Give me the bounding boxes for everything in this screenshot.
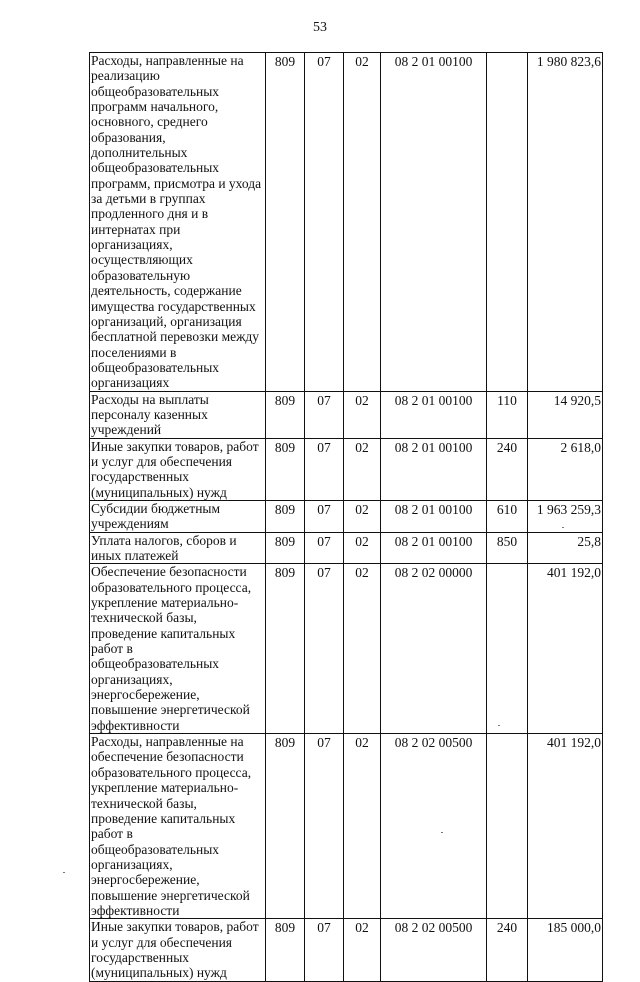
table-row xyxy=(90,532,603,564)
target-article-code: 08 2 02 00500 xyxy=(381,734,487,919)
scan-speck xyxy=(63,872,65,873)
amount: 185 000,0 xyxy=(528,919,603,981)
ministry-code: 809 xyxy=(266,919,305,981)
expense-type-code xyxy=(487,734,528,919)
amount: 1 980 823,6 xyxy=(528,53,603,392)
subsection-code: 02 xyxy=(344,438,381,500)
expense-type-code: 240 xyxy=(487,919,528,981)
section-code: 07 xyxy=(305,532,344,564)
ministry-code: 809 xyxy=(266,391,305,438)
table-row xyxy=(90,564,603,734)
subsection-code: 02 xyxy=(344,532,381,564)
target-article-code: 08 2 02 00500 xyxy=(381,919,487,981)
section-code: 07 xyxy=(305,500,344,532)
expense-type-code: 610 xyxy=(487,500,528,532)
amount: 1 963 259,3 xyxy=(528,500,603,532)
scan-speck xyxy=(441,832,443,833)
amount: 401 192,0 xyxy=(528,734,603,919)
expense-type-code xyxy=(487,53,528,392)
amount: 14 920,5 xyxy=(528,391,603,438)
target-article-code: 08 2 01 00100 xyxy=(381,532,487,564)
ministry-code: 809 xyxy=(266,734,305,919)
scan-speck xyxy=(562,527,564,528)
amount: 2 618,0 xyxy=(528,438,603,500)
scan-speck xyxy=(498,725,500,726)
subsection-code: 02 xyxy=(344,919,381,981)
section-code: 07 xyxy=(305,53,344,392)
table-row xyxy=(90,438,603,500)
subsection-code: 02 xyxy=(344,53,381,392)
row-description: Расходы, направленные на обеспечение безопасности образовательного процесса, укрепление материально-технической базы, проведение капитальных работ в общеобразовательных организациях, энергосбережение, повышение энергетической эффективности xyxy=(90,734,266,919)
expense-type-code xyxy=(487,564,528,734)
target-article-code: 08 2 01 00100 xyxy=(381,500,487,532)
section-code: 07 xyxy=(305,734,344,919)
ministry-code: 809 xyxy=(266,532,305,564)
amount: 401 192,0 xyxy=(528,564,603,734)
section-code: 07 xyxy=(305,564,344,734)
amount: 25,8 xyxy=(528,532,603,564)
row-description: Иные закупки товаров, работ и услуг для обеспечения государственных (муниципальных) нужд xyxy=(90,438,266,500)
section-code: 07 xyxy=(305,391,344,438)
ministry-code: 809 xyxy=(266,500,305,532)
table-row xyxy=(90,391,603,438)
subsection-code: 02 xyxy=(344,391,381,438)
row-description: Расходы, направленные на реализацию общеобразовательных программ начального, основного, среднего образования, дополнительных общеобразовательных программ, присмотра и ухода за детьми в группах продленного дня и в интернатах при организациях, осуществляющих образовательную деятельность, содержание имущества государственных организаций, организация бесплатной перевозки между поселениями в общеобразовательных организациях xyxy=(90,53,266,392)
row-description: Расходы на выплаты персоналу казенных учреждений xyxy=(90,391,266,438)
table-row xyxy=(90,734,603,919)
budget-table xyxy=(89,52,603,982)
ministry-code: 809 xyxy=(266,564,305,734)
target-article-code: 08 2 01 00100 xyxy=(381,438,487,500)
table-row xyxy=(90,53,603,392)
row-description: Иные закупки товаров, работ и услуг для обеспечения государственных (муниципальных) нужд xyxy=(90,919,266,981)
ministry-code: 809 xyxy=(266,53,305,392)
table-row xyxy=(90,919,603,981)
expense-type-code: 110 xyxy=(487,391,528,438)
section-code: 07 xyxy=(305,919,344,981)
subsection-code: 02 xyxy=(344,564,381,734)
section-code: 07 xyxy=(305,438,344,500)
row-description: Субсидии бюджетным учреждениям xyxy=(90,500,266,532)
target-article-code: 08 2 01 00100 xyxy=(381,53,487,392)
subsection-code: 02 xyxy=(344,734,381,919)
ministry-code: 809 xyxy=(266,438,305,500)
row-description: Обеспечение безопасности образовательного процесса, укрепление материально-технической базы, проведение капитальных работ в общеобразовательных организациях, энергосбережение, повышение энергетической эффективности xyxy=(90,564,266,734)
page-number: 53 xyxy=(313,20,327,35)
table-row xyxy=(90,500,603,532)
target-article-code: 08 2 02 00000 xyxy=(381,564,487,734)
subsection-code: 02 xyxy=(344,500,381,532)
expense-type-code: 240 xyxy=(487,438,528,500)
row-description: Уплата налогов, сборов и иных платежей xyxy=(90,532,266,564)
target-article-code: 08 2 01 00100 xyxy=(381,391,487,438)
expense-type-code: 850 xyxy=(487,532,528,564)
